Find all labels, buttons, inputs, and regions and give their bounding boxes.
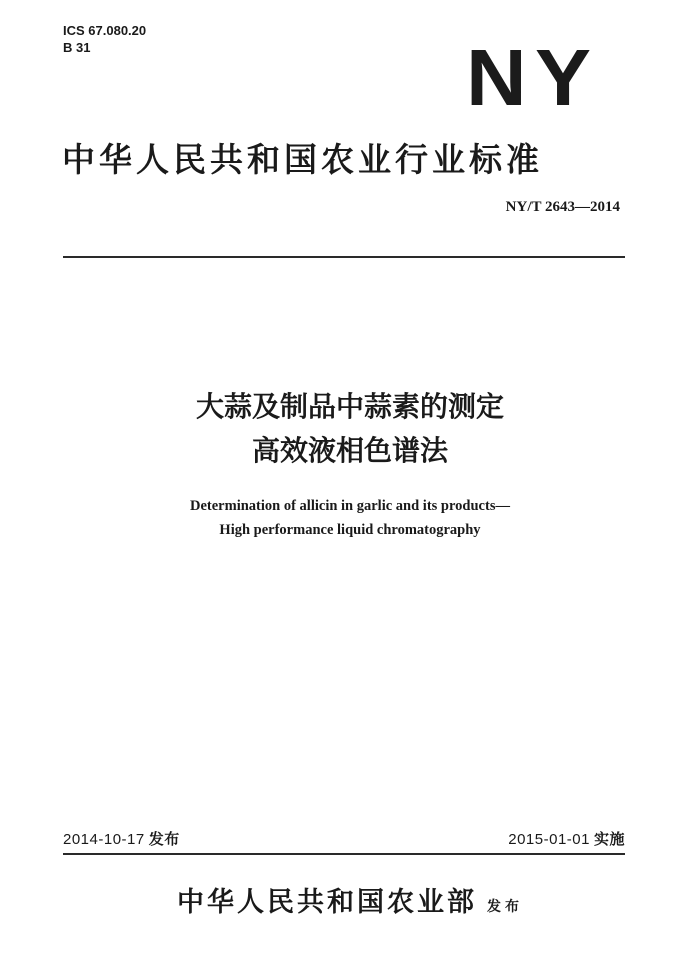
implementation-date-value: 2015-01-01 [508, 831, 590, 848]
standard-title: 中华人民共和国农业行业标准 [62, 140, 543, 179]
category-code: B 31 [63, 40, 91, 55]
chinese-title-line-1: 大蒜及制品中蒜素的测定 [195, 390, 504, 423]
ny-logo: NY [466, 33, 600, 122]
english-title-line-2: High performance liquid chromatography [219, 522, 481, 538]
ics-code: ICS 67.080.20 [63, 23, 147, 38]
standard-number: NY/T 2643—2014 [505, 199, 620, 215]
issuer-action: 发布 [487, 899, 523, 915]
issue-label: 发布 [148, 830, 180, 848]
top-divider [63, 256, 625, 258]
bottom-divider [63, 853, 625, 855]
issue-date-value: 2014-10-17 [63, 831, 145, 848]
classification-codes [63, 22, 146, 56]
implementation-date [508, 828, 625, 849]
chinese-title-line-2: 高效液相色谱法 [251, 434, 448, 467]
issuer-name: 中华人民共和国农业部 [177, 887, 477, 918]
issuer [0, 880, 700, 919]
chinese-title [0, 385, 700, 473]
implementation-label: 实施 [593, 830, 625, 848]
issue-date [63, 828, 180, 849]
english-title-line-1: Determination of allicin in garlic and its products— [190, 498, 510, 514]
english-title [0, 494, 700, 542]
